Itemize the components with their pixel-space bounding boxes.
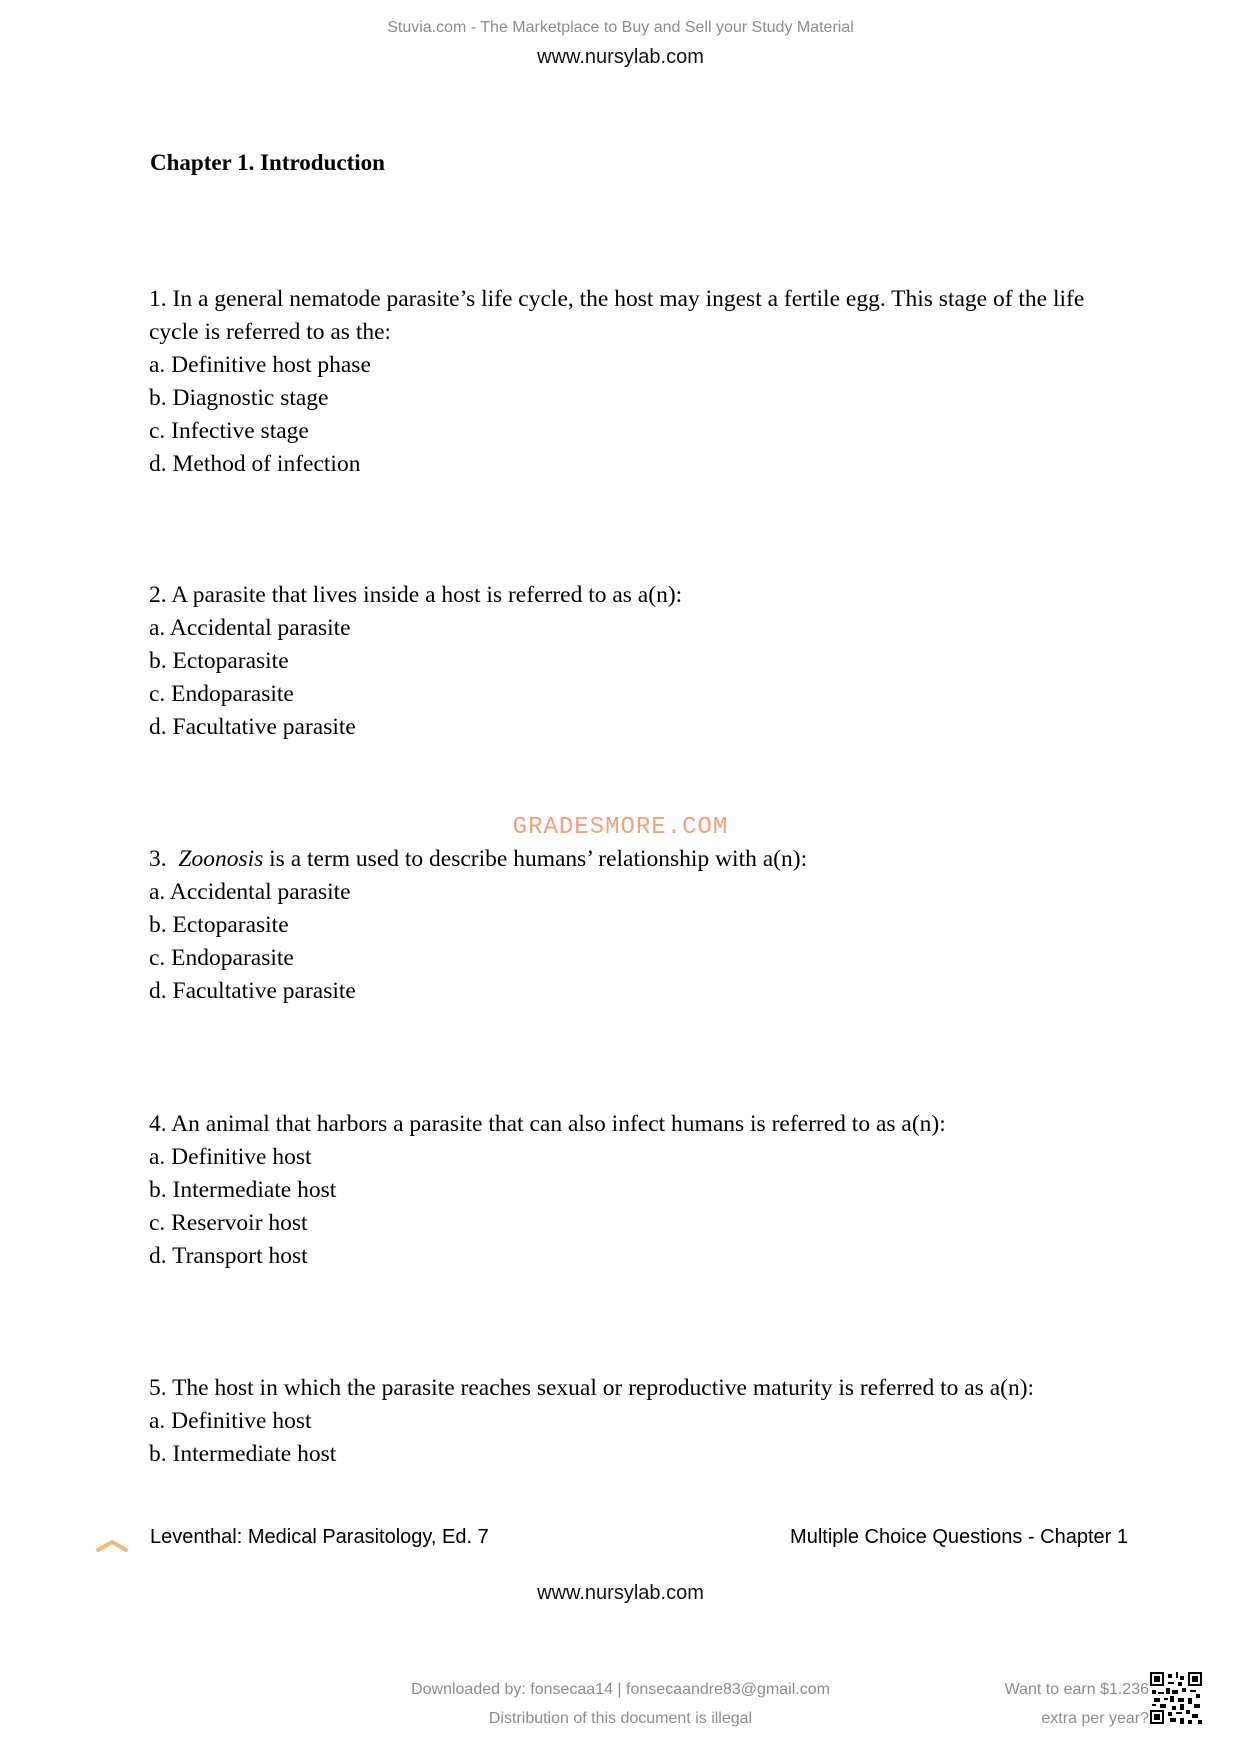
- distribution-notice: Distribution of this document is illegal: [488, 1710, 753, 1727]
- question-stem: 1. In a general nematode parasite’s life cycle, the host may ingest a fertile egg. This stage of the life cycle is referred to as the:: [149, 286, 1085, 345]
- answer-option: a. Definitive host phase: [149, 352, 371, 378]
- answer-option: d. Facultative parasite: [149, 714, 356, 740]
- question-4: [149, 1108, 1129, 1273]
- question-stem: 2. A parasite that lives inside a host is referred to as a(n):: [149, 582, 683, 608]
- stuvia-banner: Stuvia.com - The Marketplace to Buy and Sell your Study Material: [387, 19, 854, 36]
- question-stem: 5. The host in which the parasite reaches sexual or reproductive maturity is referred to as a(n):: [149, 1375, 1035, 1401]
- question-term: Zoonosis: [178, 846, 264, 872]
- qr-code-icon[interactable]: [1150, 1672, 1202, 1724]
- earn-promo-line-2[interactable]: extra per year?: [1041, 1710, 1149, 1727]
- answer-option: b. Intermediate host: [149, 1177, 337, 1203]
- question-stem: [149, 843, 1129, 876]
- answer-option: c. Infective stage: [149, 418, 309, 444]
- answer-option: a. Definitive host: [149, 1144, 312, 1170]
- answer-option: c. Endoparasite: [149, 681, 294, 707]
- footer-book-title: Leventhal: Medical Parasitology, Ed. 7: [150, 1526, 489, 1548]
- question-2: [149, 579, 1129, 744]
- question-stem: 4. An animal that harbors a parasite that can also infect humans is referred to as a(n):: [149, 1111, 946, 1137]
- earn-promo-line-1[interactable]: Want to earn $1.236: [1004, 1681, 1149, 1698]
- answer-option: c. Endoparasite: [149, 945, 294, 971]
- footer-site-url: www.nursylab.com: [537, 1582, 704, 1604]
- answer-option: a. Accidental parasite: [149, 615, 351, 641]
- answer-option: b. Ectoparasite: [149, 912, 289, 938]
- answer-option: b. Diagnostic stage: [149, 385, 329, 411]
- answer-option: c. Reservoir host: [149, 1210, 308, 1236]
- question-number: 3.: [149, 846, 179, 872]
- question-5: [149, 1372, 1129, 1471]
- answer-option: b. Intermediate host: [149, 1441, 337, 1467]
- watermark-text: GRADESMORE.COM: [512, 814, 729, 841]
- question-3: [149, 843, 1129, 1008]
- footer-section-title: Multiple Choice Questions - Chapter 1: [790, 1526, 1128, 1548]
- answer-option: d. Method of infection: [149, 451, 361, 477]
- chevron-up-icon: [92, 1538, 132, 1552]
- question-1: [149, 283, 1129, 481]
- answer-option: d. Facultative parasite: [149, 978, 356, 1004]
- header-site-url: www.nursylab.com: [537, 46, 704, 68]
- answer-option: d. Transport host: [149, 1243, 308, 1269]
- question-stem-rest: is a term used to describe humans’ relationship with a(n):: [263, 846, 808, 872]
- downloaded-by-text: Downloaded by: fonsecaa14 | fonsecaandre83@gmail.com: [411, 1681, 830, 1698]
- answer-option: b. Ectoparasite: [149, 648, 289, 674]
- answer-option: a. Accidental parasite: [149, 879, 351, 905]
- chapter-title: Chapter 1. Introduction: [150, 150, 385, 175]
- answer-option: a. Definitive host: [149, 1408, 312, 1434]
